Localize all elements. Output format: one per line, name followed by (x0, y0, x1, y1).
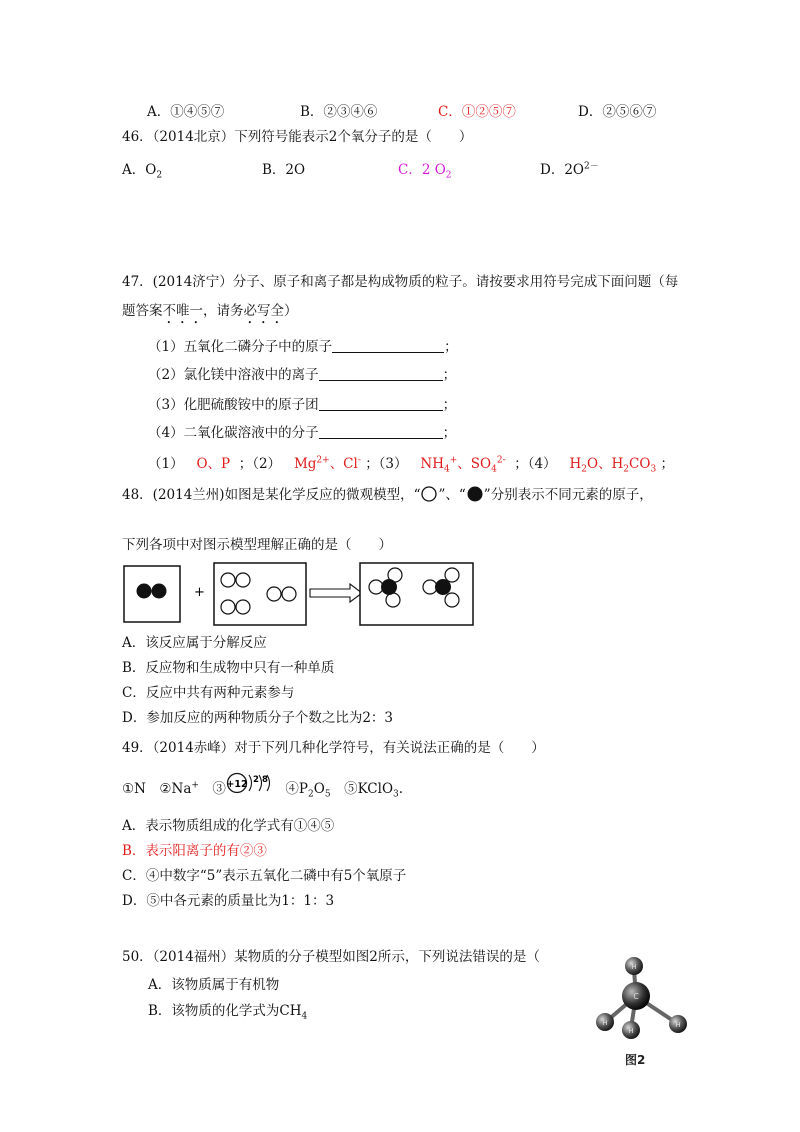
q46-option-b: B．2O (262, 162, 306, 178)
q50-stem: 50．（2014福州）某物质的分子模型如图2所示，下列说法错误的是（ (122, 949, 540, 965)
answer-blank[interactable] (319, 398, 443, 411)
black-atom (137, 584, 152, 599)
q46-option-a: A．$O_2$ (122, 162, 163, 181)
answer-blank[interactable] (319, 426, 443, 439)
q47-item-2: （2）氯化镁中溶液中的离子 ； (148, 367, 457, 383)
q46-stem: 46．（2014北京）下列符号能表示2个氧分子的是（ ） (122, 129, 473, 145)
nucleus-charge: +12 (226, 779, 248, 790)
q47-stem-line2: 题答案不唯一，请务必写全） (122, 303, 298, 319)
q49-option-d: D．⑤中各元素的质量比为1：1：3 (122, 893, 335, 909)
svg-text:H: H (602, 1019, 608, 1027)
q50-option-b: B．该物质的化学式为$CH_4$ (148, 1003, 308, 1022)
q47-item-3: （3）化肥硫酸铵中的原子团 ； (148, 397, 457, 413)
q46-option-c-answer: C．2 $O_2$ (398, 162, 452, 181)
black-atom-icon (466, 485, 484, 503)
shell-2-electrons: 8 (261, 775, 268, 785)
answer-blank[interactable] (319, 368, 443, 381)
svg-text:C: C (633, 992, 639, 1001)
black-atom (152, 584, 167, 599)
q45-option-a: A．①④⑤⑦ (147, 104, 225, 120)
atomic-structure-diagram (226, 777, 272, 797)
q46-option-d: D．$2O^{2-}$ (540, 161, 599, 178)
q48-stem-line1: 48．(2014兰州)如图是某化学反应的微观模型，“ ”、“ ”分别表示不同元素的原子， (122, 487, 653, 503)
q48-option-d: D．参加反应的两种物质分子个数之比为2：3 (122, 710, 394, 726)
q50-option-a: A．该物质属于有机物 (148, 977, 280, 993)
reaction-model-diagram (118, 560, 478, 628)
figure-caption: 图2 (625, 1053, 646, 1067)
q47-item-1: （1）五氧化二磷分子中的原子 ； (148, 339, 458, 355)
q47-answer-line: （1） O、P ；（2） $Mg^{2+}$、Cl- ；（3） $NH_4^+$、$SO_4^{2-}$ ；（4） $H_2O$、$H_2CO_3$ ； (148, 455, 674, 475)
svg-text:H: H (631, 963, 637, 971)
q49-stem: 49．（2014赤峰）对于下列几种化学符号，有关说法正确的是（ ） (122, 740, 545, 756)
q49-symbols: ①N ②Na+ ③ +12 2 8 $④P_2O_5$ ⑤KClO$_3$. (122, 775, 404, 800)
answer-blank[interactable] (332, 340, 444, 353)
q48-option-b: B．反应物和生成物中只有一种单质 (122, 660, 335, 676)
q47-stem-line1: 47．(2014济宁）分子、原子和离子都是构成物质的粒子。请按要求用符号完成下面问题（每 (122, 274, 679, 290)
shell-1-electrons: 2 (252, 775, 259, 785)
q45-option-d: D．②⑤⑥⑦ (578, 104, 657, 120)
q49-option-a: A．表示物质组成的化学式有①④⑤ (122, 818, 335, 834)
q45-option-b: B．②③④⑥ (300, 104, 378, 120)
q48-option-c: C．反应中共有两种元素参与 (122, 685, 295, 701)
svg-text:H: H (675, 1021, 681, 1029)
svg-text:H: H (628, 1027, 634, 1035)
white-atom-icon (420, 485, 438, 503)
q47-item-4: （4）二氧化碳溶液中的分子 ； (148, 425, 457, 441)
plus-sign: + (194, 585, 205, 600)
reactant-box-1 (124, 566, 180, 622)
q48-stem-line2: 下列各项中对图示模型理解正确的是（ ） (122, 537, 392, 553)
q48-option-a: A．该反应属于分解反应 (122, 635, 267, 651)
reaction-arrow-icon (310, 584, 362, 602)
q49-option-c: C．④中数字“5”表示五氧化二磷中有5个氧原子 (122, 868, 407, 884)
methane-molecule-model (585, 950, 705, 1072)
q49-option-b-answer: B．表示阳离子的有②③ (122, 843, 267, 859)
q45-option-c-answer: C．①②⑤⑦ (438, 104, 516, 120)
